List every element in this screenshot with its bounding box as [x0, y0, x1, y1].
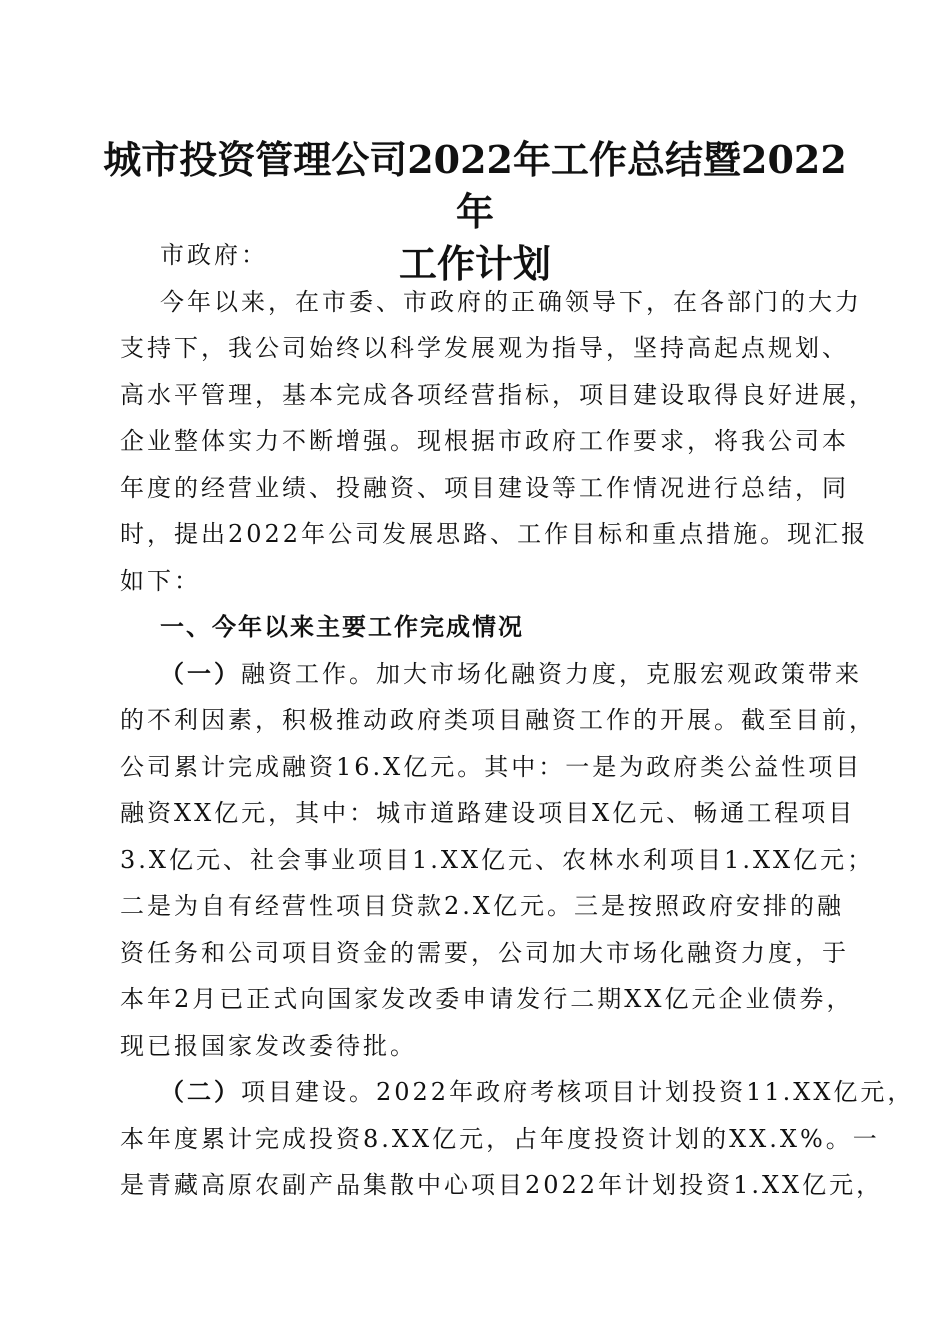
- document-body: [120, 232, 915, 1209]
- paragraph-line: 的不利因素，积极推动政府类项目融资工作的开展。截至目前，: [120, 706, 876, 734]
- paragraph-line: 本年度累计完成投资8.XX亿元，占年度投资计划的XX.X%。一: [120, 1124, 880, 1153]
- paragraph-line: 融资XX亿元，其中：城市道路建设项目X亿元、畅通工程项目: [120, 799, 856, 827]
- intro-line: 企业整体实力不断增强。现根据市政府工作要求，将我公司本: [120, 427, 849, 455]
- subsection-1-label: （一）: [160, 658, 241, 688]
- subsection-2-first-line: [120, 1069, 915, 1116]
- paragraph-line: 公司累计完成融资16.X亿元。其中：一是为政府类公益性项目: [120, 752, 863, 781]
- subsection-1-first-line: [120, 651, 862, 698]
- subsection-2-label: （二）: [160, 1077, 241, 1106]
- title-line-2: 工作计划: [398, 241, 551, 286]
- paragraph-line: 项目建设。2022年政府考核项目计划投资11.XX亿元，: [241, 1078, 915, 1106]
- intro-line: 时，提出2022年公司发展思路、工作目标和重点措施。现汇报: [120, 520, 869, 548]
- paragraph-line: 3.X亿元、社会事业项目1.XX亿元、农林水利项目1.XX亿元；: [120, 845, 875, 874]
- intro-line: 如下：: [120, 566, 201, 595]
- intro-line: 年度的经营业绩、投融资、项目建设等工作情况进行总结，同: [120, 473, 849, 502]
- section-heading: 一、今年以来主要工作完成情况: [160, 613, 524, 641]
- paragraph-line: 是青藏高原农副产品集散中心项目2022年计划投资1.XX亿元，: [120, 1171, 884, 1199]
- paragraph-line: 融资工作。加大市场化融资力度，克服宏观政策带来: [241, 659, 862, 688]
- paragraph-line: 现已报国家发改委待批。: [120, 1031, 417, 1060]
- paragraph-line: 本年2月已正式向国家发改委申请发行二期XX亿元企业债券，: [120, 985, 854, 1013]
- paragraph-line: 二是为自有经营性项目贷款2.X亿元。三是按照政府安排的融: [120, 892, 844, 920]
- paragraph-line: 资任务和公司项目资金的需要，公司加大市场化融资力度，于: [120, 938, 849, 967]
- title-line-1: 城市投资管理公司2022年工作总结暨2022年: [103, 137, 847, 234]
- intro-line: 今年以来，在市委、市政府的正确领导下，在各部门的大力: [160, 287, 862, 316]
- salutation: 市政府：: [160, 241, 268, 269]
- intro-line: 高水平管理，基本完成各项经营指标，项目建设取得良好进展，: [120, 380, 876, 409]
- intro-line: 支持下，我公司始终以科学发展观为指导，坚持高起点规划、: [120, 334, 849, 362]
